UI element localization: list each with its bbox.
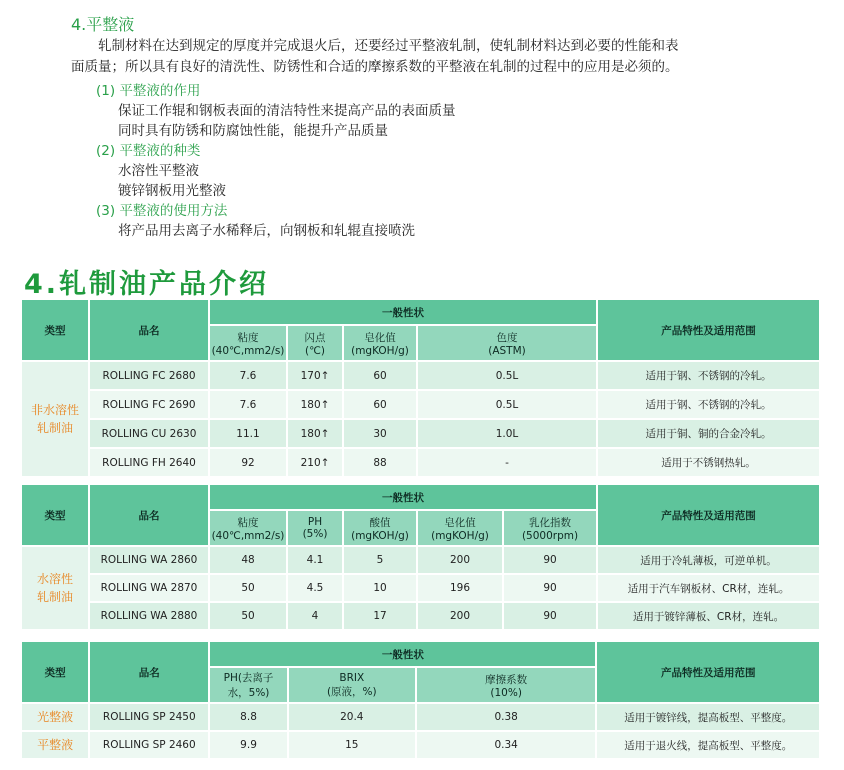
header-general-properties: 一般性状 (210, 485, 596, 509)
acid-value: 17 (344, 603, 416, 629)
friction-coefficient-value: 0.34 (417, 732, 595, 758)
color-value: 1.0L (418, 420, 596, 447)
product-name: ROLLING WA 2860 (90, 547, 208, 573)
viscosity-value: 48 (210, 547, 286, 573)
product-name: ROLLING WA 2880 (90, 603, 208, 629)
application-text: 适用于镀锌线，提高板型、平整度。 (597, 704, 819, 730)
intro-paragraph (71, 36, 811, 78)
ph-value: 4.1 (288, 547, 342, 573)
header-ph: PH (5%) (288, 511, 342, 545)
header-application: 产品特性及适用范围 (598, 485, 819, 545)
product-name: ROLLING FC 2690 (90, 391, 208, 418)
header-general-properties: 一般性状 (210, 300, 596, 324)
acid-value: 5 (344, 547, 416, 573)
header-color: 色度 (ASTM) (418, 326, 596, 360)
subsection-2-line-1: 水溶性平整液 (118, 163, 199, 179)
color-value: 0.5L (418, 362, 596, 389)
application-text: 适用于不锈钢热轧。 (598, 449, 819, 476)
viscosity-value: 7.6 (210, 391, 286, 418)
subsection-3-title: (3) 平整液的使用方法 (96, 203, 228, 219)
intro-line-2: 面质量；所以具有良好的清洗性、防锈性和合适的摩擦系数的平整液在轧制的过程中的应用是必须的。 (71, 59, 679, 75)
header-type: 类型 (22, 485, 88, 545)
type-label: 平整液 (22, 732, 88, 758)
header-acid-value: 酸值 (mgKOH/g) (344, 511, 416, 545)
ph-value: 8.8 (210, 704, 286, 730)
saponification-value: 60 (344, 391, 416, 418)
flash-point-value: 180↑ (288, 391, 342, 418)
subsection-1-title: (1) 平整液的作用 (96, 83, 201, 99)
header-viscosity: 粘度 (40℃,mm2/s) (210, 326, 286, 360)
friction-coefficient-value: 0.38 (417, 704, 595, 730)
flash-point-value: 180↑ (288, 420, 342, 447)
water-soluble-oil-table (20, 483, 821, 631)
non-water-soluble-oil-table (20, 298, 821, 478)
application-text: 适用于冷轧薄板，可逆单机。 (598, 547, 819, 573)
saponification-value: 88 (344, 449, 416, 476)
emulsion-index-value: 90 (504, 603, 596, 629)
section-heading: 4.平整液 (71, 15, 135, 34)
table-row (22, 420, 819, 447)
header-saponification: 皂化值 (mgKOH/g) (418, 511, 502, 545)
product-name: ROLLING FH 2640 (90, 449, 208, 476)
viscosity-value: 11.1 (210, 420, 286, 447)
table-row (22, 704, 819, 730)
subsection-2-title: (2) 平整液的种类 (96, 143, 201, 159)
product-name: ROLLING WA 2870 (90, 575, 208, 601)
ph-value: 9.9 (210, 732, 286, 758)
header-saponification: 皂化值 (mgKOH/g) (344, 326, 416, 360)
table-row (22, 732, 819, 758)
flash-point-value: 170↑ (288, 362, 342, 389)
table-row (22, 547, 819, 573)
table-row (22, 449, 819, 476)
application-text: 适用于铜、铜的合金冷轧。 (598, 420, 819, 447)
header-ph: PH(去离子 水，5%) (210, 668, 286, 702)
header-flash-point: 闪点 (℃) (288, 326, 342, 360)
product-name: ROLLING FC 2680 (90, 362, 208, 389)
skin-pass-fluid-table (20, 640, 821, 760)
application-text: 适用于镀锌薄板、CR材，连轧。 (598, 603, 819, 629)
viscosity-value: 50 (210, 575, 286, 601)
brix-value: 20.4 (289, 704, 415, 730)
header-application: 产品特性及适用范围 (598, 300, 819, 360)
type-label: 非水溶性 轧制油 (22, 362, 88, 476)
color-value: 0.5L (418, 391, 596, 418)
product-name: ROLLING SP 2460 (90, 732, 208, 758)
subsection-2-line-2: 镀锌钢板用光整液 (118, 183, 226, 199)
saponification-value: 60 (344, 362, 416, 389)
saponification-value: 200 (418, 547, 502, 573)
ph-value: 4 (288, 603, 342, 629)
header-application: 产品特性及适用范围 (597, 642, 819, 702)
application-text: 适用于退火线，提高板型、平整度。 (597, 732, 819, 758)
acid-value: 10 (344, 575, 416, 601)
saponification-value: 30 (344, 420, 416, 447)
table-row (22, 603, 819, 629)
header-type: 类型 (22, 642, 88, 702)
product-name: ROLLING CU 2630 (90, 420, 208, 447)
product-name: ROLLING SP 2450 (90, 704, 208, 730)
application-text: 适用于钢、不锈钢的冷轧。 (598, 362, 819, 389)
emulsion-index-value: 90 (504, 547, 596, 573)
viscosity-value: 50 (210, 603, 286, 629)
products-title: 4.轧制油产品介绍 (24, 269, 270, 300)
intro-line-1: 轧制材料在达到规定的厚度并完成退火后，还要经过平整液轧制，使轧制材料达到必要的性能和表 (98, 38, 679, 54)
header-viscosity: 粘度 (40℃,mm2/s) (210, 511, 286, 545)
emulsion-index-value: 90 (504, 575, 596, 601)
color-value: - (418, 449, 596, 476)
table-row (22, 575, 819, 601)
flash-point-value: 210↑ (288, 449, 342, 476)
viscosity-value: 7.6 (210, 362, 286, 389)
header-general-properties: 一般性状 (210, 642, 595, 666)
table-row (22, 362, 819, 389)
type-label: 光整液 (22, 704, 88, 730)
brix-value: 15 (289, 732, 415, 758)
header-brix: BRIX (原液，%) (289, 668, 415, 702)
type-label: 水溶性 轧制油 (22, 547, 88, 629)
subsection-3-line-1: 将产品用去离子水稀释后，向钢板和轧辊直接喷洗 (118, 223, 415, 239)
saponification-value: 200 (418, 603, 502, 629)
header-friction-coefficient: 摩擦系数 (10%) (417, 668, 595, 702)
ph-value: 4.5 (288, 575, 342, 601)
header-type: 类型 (22, 300, 88, 360)
header-name: 品名 (90, 300, 208, 360)
header-name: 品名 (90, 485, 208, 545)
header-emulsion-index: 乳化指数 (5000rpm) (504, 511, 596, 545)
subsection-1-line-1: 保证工作辊和钢板表面的清洁特性来提高产品的表面质量 (118, 103, 456, 119)
header-name: 品名 (90, 642, 208, 702)
subsection-1-line-2: 同时具有防锈和防腐蚀性能，能提升产品质量 (118, 123, 388, 139)
application-text: 适用于汽车钢板材、CR材，连轧。 (598, 575, 819, 601)
saponification-value: 196 (418, 575, 502, 601)
viscosity-value: 92 (210, 449, 286, 476)
application-text: 适用于钢、不锈钢的冷轧。 (598, 391, 819, 418)
table-row (22, 391, 819, 418)
